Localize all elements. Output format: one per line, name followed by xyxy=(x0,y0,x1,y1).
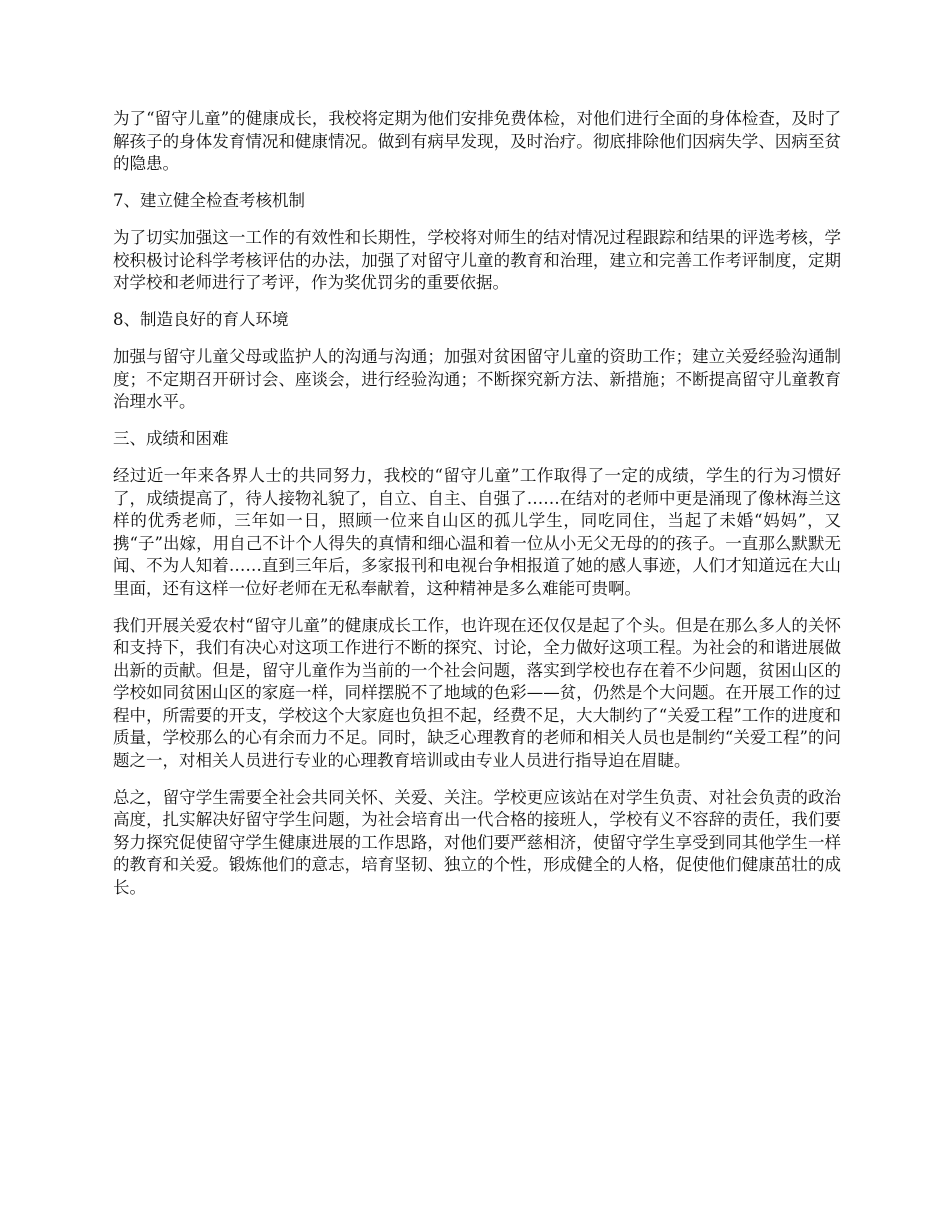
paragraph-communication: 加强与留守儿童父母或监护人的沟通与沟通；加强对贫困留守儿童的资助工作；建立关爱经验沟通制度；不定期召开研讨会、座谈会，进行经验沟通；不断探究新方法、新措施；不断提高留守儿童教育治理水平。 xyxy=(113,347,841,411)
paragraph-conclusion: 总之，留守学生需要全社会共同关怀、关爱、关注。学校更应该站在对学生负责、对社会负责的政治高度，扎实解决好留守学生问题，为社会培育出一代合格的接班人，学校有义不容辞的责任，我们要努力探究促使留守学生健康进展的工作思路，对他们要严慈相济，使留守学生享受到同其他学生一样的教育和关爱。锻炼他们的意志，培育坚韧、独立的个性，形成健全的人格，促使他们健康茁壮的成长。 xyxy=(113,787,841,897)
document-body xyxy=(113,108,841,914)
heading-achievements-difficulties: 三、成绩和困难 xyxy=(113,429,229,448)
paragraph-difficulties: 我们开展关爱农村“留守儿童”的健康成长工作，也许现在还仅仅是起了个头。但是在那么多人的关怀和支持下，我们有决心对这项工作进行不断的探究、讨论，全力做好这项工程。为社会的和谐进展做出新的贡献。但是，留守儿童作为当前的一个社会问题，落实到学校也存在着不少问题，贫困山区的学校如同贫困山区的家庭一样，同样摆脱不了地域的色彩——贫，仍然是个大问题。在开展工作的过程中，所需要的开支，学校这个大家庭也负担不起，经费不足，大大制约了“关爱工程”工作的进度和质量，学校那么的心有余而力不足。同时，缺乏心理教育的老师和相关人员也是制约“关爱工程”的问题之一，对相关人员进行专业的心理教育培训或由专业人员进行指导迫在眉睫。 xyxy=(113,615,841,770)
heading-inspection-mechanism: 7、建立健全检查考核机制 xyxy=(113,191,305,210)
paragraph-assessment: 为了切实加强这一工作的有效性和长期性，学校将对师生的结对情况过程跟踪和结果的评选考核，学校积极讨论科学考核评估的办法，加强了对留守儿童的教育和治理，建立和完善工作考评制度，定期对学校和老师进行了考评，作为奖优罚劣的重要依据。 xyxy=(113,228,841,292)
paragraph-health-checkup: 为了“留守儿童”的健康成长，我校将定期为他们安排免费体检，对他们进行全面的身体检查，及时了解孩子的身体发育情况和健康情况。做到有病早发现，及时治疗。彻底排除他们因病失学、因病至贫的隐患。 xyxy=(113,109,841,173)
paragraph-achievements: 经过近一年来各界人士的共同努力，我校的“留守儿童”工作取得了一定的成绩，学生的行为习惯好了，成绩提高了，待人接物礼貌了，自立、自主、自强了……在结对的老师中更是涌现了像林海兰这样的优秀老师，三年如一日，照顾一位来自山区的孤儿学生，同吃同住，当起了未婚“妈妈”，又携“子”出嫁，用自己不计个人得失的真情和细心温和着一位从小无父无母的的孩子。一直那么默默无闻、不为人知着……直到三年后，多家报刊和电视台争相报道了她的感人事迹，人们才知道远在大山里面，还有这样一位好老师在无私奉献着，这种精神是多么难能可贵啊。 xyxy=(113,466,841,598)
heading-environment: 8、制造良好的育人环境 xyxy=(113,310,289,329)
